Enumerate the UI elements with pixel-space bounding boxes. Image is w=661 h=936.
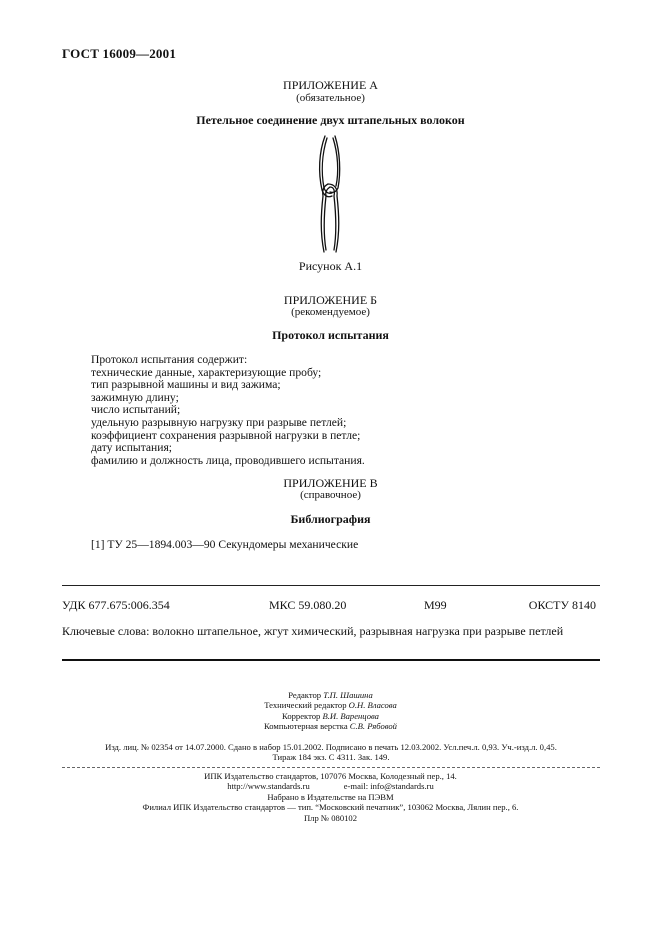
typeset-note: Набрано в Издательстве на ПЭВМ xyxy=(267,791,394,802)
protocol-list xyxy=(91,354,365,467)
protocol-line: зажимную длину; xyxy=(91,390,179,404)
protocol-line: число испытаний; xyxy=(91,403,181,417)
protocol-line: фамилию и должность лица, проводившего испытания. xyxy=(91,453,365,467)
lower-fiber-outer-right xyxy=(328,184,339,252)
protocol-line: удельную разрывную нагрузку при разрыве петлей; xyxy=(91,415,347,429)
classification-row xyxy=(62,598,600,614)
document-code: ГОСТ 16009—2001 xyxy=(62,46,177,61)
print-info xyxy=(62,742,600,763)
publisher-email: e-mail: info@standards.ru xyxy=(343,781,434,792)
okstu-code: ОКСТУ 8140 xyxy=(528,598,596,612)
print-info-line: Изд. лиц. № 02354 от 14.07.2000. Сдано в набор 15.01.2002. Подписано в печать 12.03.2002. Усл.печ.л. 0,93. Уч.-изд.л. 0,45. xyxy=(105,742,557,752)
protocol-line: тип разрывной машины и вид зажима; xyxy=(91,378,281,392)
dashed-separator xyxy=(62,767,600,768)
layout-label: Компьютерная верстка xyxy=(264,721,348,732)
appendix-b-title: ПРИЛОЖЕНИЕ Б xyxy=(283,293,378,307)
staff-credits xyxy=(0,690,661,732)
license-number: Плр № 080102 xyxy=(303,812,358,823)
tech-editor-name: О.Н. Власова xyxy=(348,700,397,711)
editor-name: Т.П. Шашина xyxy=(323,690,373,700)
layout-name: С.В. Рябовой xyxy=(349,721,397,732)
keywords-line: Ключевые слова: волокно штапельное, жгут химический, разрывная нагрузка при разрыве петлей xyxy=(62,624,564,638)
figure-caption: Рисунок А.1 xyxy=(298,259,363,273)
protocol-line: технические данные, характеризующие пробу; xyxy=(91,365,322,379)
group-code: М99 xyxy=(424,598,447,612)
appendix-a-title: ПРИЛОЖЕНИЕ А xyxy=(283,78,378,92)
bibliography-entry: [1] ТУ 25—1894.003—90 Секундомеры механические xyxy=(91,538,359,551)
proofreader-label: Корректор xyxy=(282,710,321,721)
editor-label: Редактор xyxy=(288,690,322,700)
appendix-c-title: ПРИЛОЖЕНИЕ В xyxy=(283,476,378,490)
fiber-loop-figure xyxy=(308,132,352,256)
mks-code: МКС 59.080.20 xyxy=(269,598,347,612)
udk-code: УДК 677.675:006.354 xyxy=(62,598,170,612)
protocol-line: коэффициент сохранения разрывной нагрузки в петле; xyxy=(91,428,361,442)
appendix-a-heading: Петельное соединение двух штапельных волокон xyxy=(196,113,465,127)
appendix-c-heading: Библиография xyxy=(290,512,371,526)
protocol-line: дату испытания; xyxy=(91,441,173,455)
appendix-b-status: (рекомендуемое) xyxy=(291,306,370,318)
protocol-line: Протокол испытания содержит: xyxy=(91,353,248,366)
publisher-website: http://www.standards.ru xyxy=(227,781,310,792)
tech-editor-label: Технический редактор xyxy=(264,700,347,711)
branch-address: Филиал ИПК Издательство стандартов — тип. “Московский печатник”, 103062 Москва, Лялин пер., 6. xyxy=(142,802,519,813)
publisher-address: ИПК Издательство стандартов, 107076 Москва, Колодезный пер., 14. xyxy=(204,771,457,781)
top-divider xyxy=(62,585,600,586)
proofreader-name: В.И. Варенцова xyxy=(322,710,379,721)
appendix-b-heading: Протокол испытания xyxy=(272,328,389,342)
appendix-a-status: (обязательное) xyxy=(296,92,365,104)
appendix-c-status: (справочное) xyxy=(300,489,361,501)
bottom-divider xyxy=(62,659,600,661)
publisher-info xyxy=(0,771,661,823)
print-info-line: Тираж 184 экз. С 4311. Зак. 149. xyxy=(272,752,390,763)
